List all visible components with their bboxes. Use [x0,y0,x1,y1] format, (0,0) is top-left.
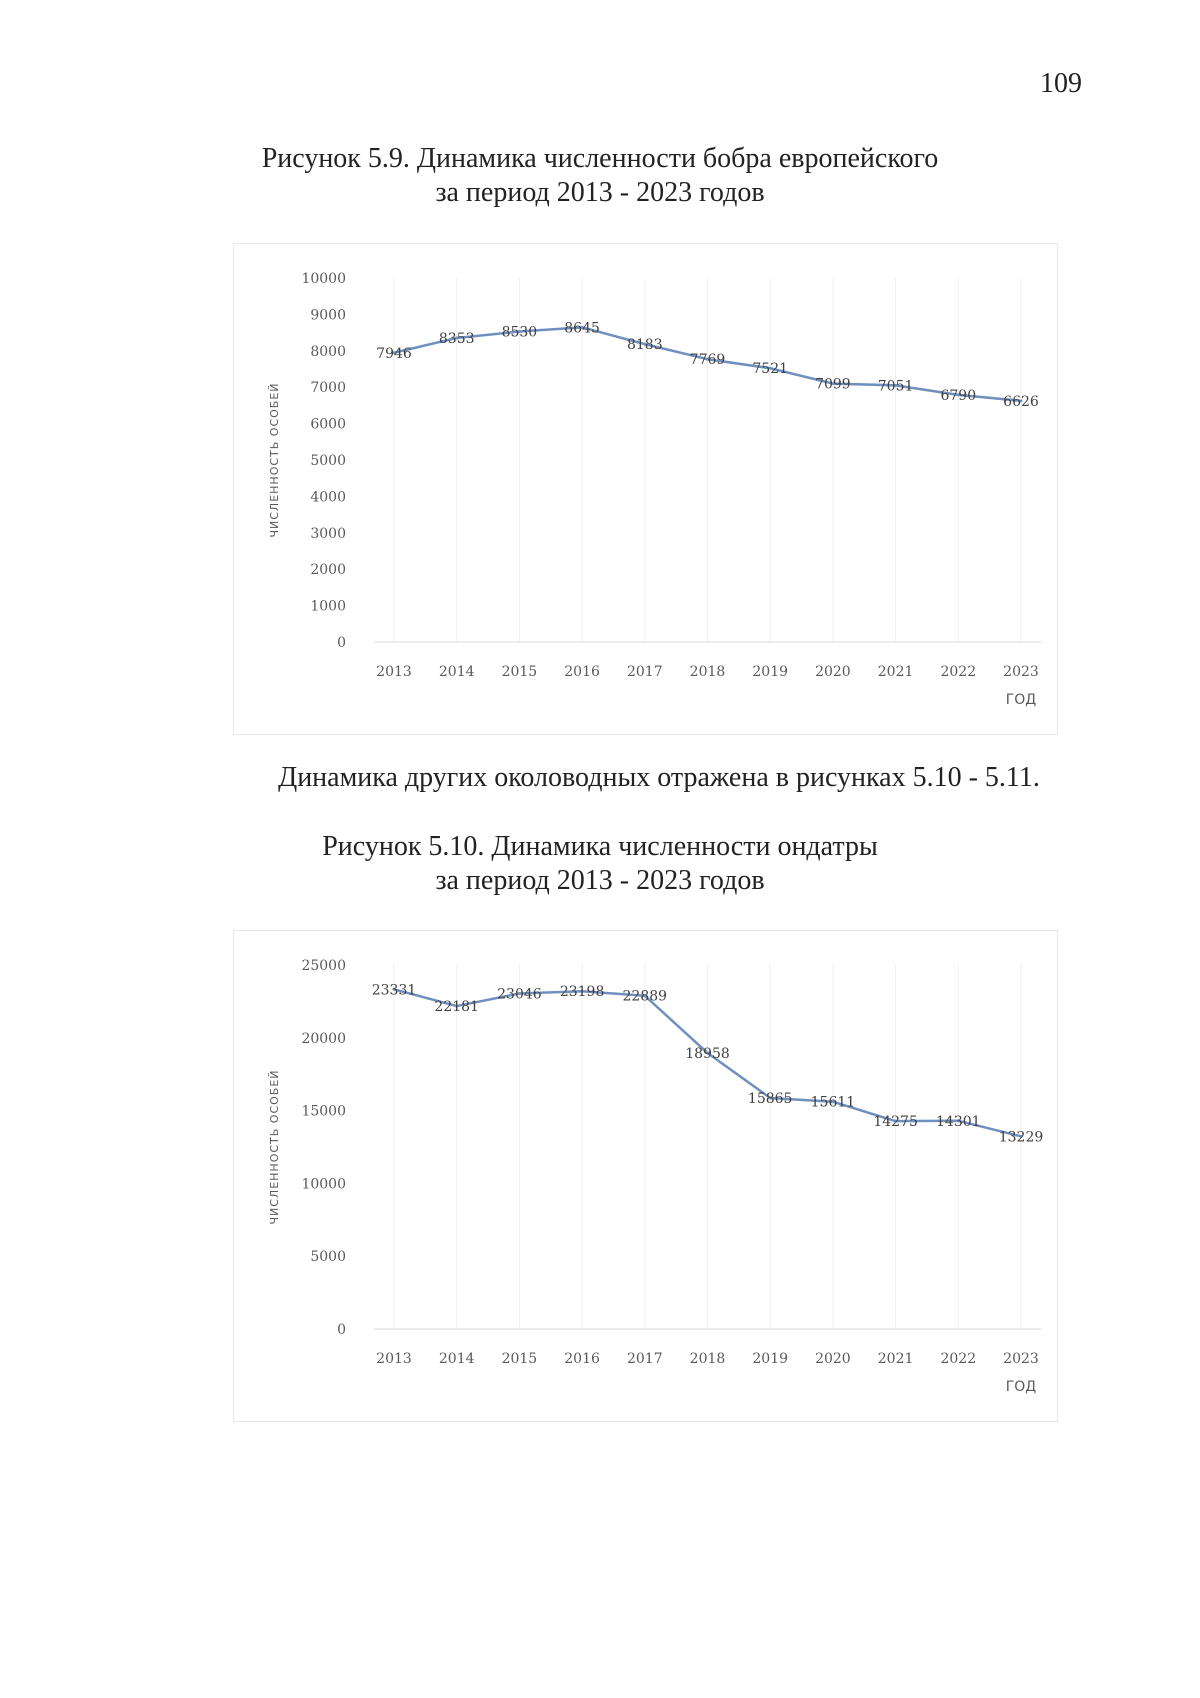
data-label: 15865 [747,1091,793,1108]
page-number: 109 [1040,68,1082,99]
data-label: 7099 [815,376,851,393]
x-axis-title: ГОД [1005,692,1037,708]
figure-5-10-caption-line1: Рисунок 5.10. Динамика численности ондатры [322,831,878,862]
data-label: 14301 [936,1113,981,1130]
y-tick-label: 3000 [310,525,346,542]
x-tick-label: 2014 [438,1351,475,1367]
x-tick-label: 2021 [877,1351,914,1367]
x-tick-label: 2020 [815,1351,851,1367]
data-label: 7769 [689,352,726,369]
paragraph-text: Динамика других околоводных отражена в рисунках 5.10 - 5.11. [278,762,1040,793]
data-label: 7521 [752,361,789,378]
beaver-population-chart [234,244,1057,734]
y-tick-label: 5000 [310,1249,346,1266]
x-tick-label: 2020 [815,664,851,680]
data-label: 23046 [497,986,542,1003]
x-tick-label: 2013 [376,664,412,680]
data-label: 6790 [940,387,977,404]
y-tick-label: 7000 [310,380,346,397]
x-tick-label: 2018 [689,664,726,680]
y-tick-label: 2000 [310,562,346,579]
y-tick-label: 5000 [310,453,346,469]
x-tick-label: 2015 [501,664,538,680]
y-tick-label: 10000 [301,271,346,287]
data-label: 23198 [559,984,605,1001]
data-label: 18958 [685,1045,730,1062]
x-tick-label: 2014 [438,664,475,680]
data-label: 8183 [626,337,663,354]
data-label: 7946 [376,345,412,362]
data-label: 13229 [998,1129,1044,1146]
data-label: 23331 [371,982,417,999]
y-tick-label: 8000 [310,343,346,360]
x-tick-label: 2021 [877,664,914,680]
x-tick-label: 2022 [940,664,977,680]
y-tick-label: 0 [337,635,346,651]
x-tick-label: 2023 [1003,664,1039,680]
y-tick-label: 9000 [310,307,346,324]
y-axis-title: ЧИСЛЕННОСТЬ ОСОБЕЙ [268,1069,281,1225]
data-label: 8530 [501,324,538,341]
x-tick-label: 2019 [752,664,789,680]
data-label: 22181 [434,999,479,1016]
y-tick-label: 4000 [310,489,346,506]
y-tick-label: 1000 [310,598,346,615]
figure-5-9-caption-line1: Рисунок 5.9. Динамика численности бобра европейского [261,143,939,174]
data-label: 7051 [877,378,914,395]
x-tick-label: 2017 [626,664,663,680]
y-tick-label: 10000 [301,1176,346,1193]
x-tick-label: 2017 [626,1351,663,1367]
data-label: 6626 [1003,393,1039,410]
data-label: 15611 [810,1094,856,1111]
x-tick-label: 2018 [689,1351,726,1367]
data-label: 8353 [438,330,475,347]
figure-5-10-caption-line2: за период 2013 - 2023 годов [435,865,765,896]
y-tick-label: 0 [337,1322,346,1338]
x-tick-label: 2022 [940,1351,977,1367]
y-tick-label: 6000 [310,416,346,433]
x-axis-title: ГОД [1005,1379,1037,1395]
figure-5-10-caption [0,830,1200,898]
data-label: 22889 [622,988,668,1005]
x-tick-label: 2023 [1003,1351,1039,1367]
x-tick-label: 2015 [501,1351,538,1367]
y-tick-label: 25000 [301,958,346,974]
figure-5-9-caption-line2: за период 2013 - 2023 годов [435,177,765,208]
x-tick-label: 2019 [752,1351,789,1367]
x-tick-label: 2013 [376,1351,412,1367]
data-label: 14275 [873,1114,918,1131]
x-tick-label: 2016 [564,1351,600,1367]
figure-5-9-caption [0,142,1200,210]
y-axis-title: ЧИСЛЕННОСТЬ ОСОБЕЙ [268,382,281,538]
y-tick-label: 20000 [301,1030,346,1047]
y-tick-label: 15000 [301,1103,346,1120]
beaver-chart-frame [233,243,1058,735]
muskrat-population-chart [234,931,1057,1421]
x-tick-label: 2016 [564,664,600,680]
muskrat-chart-frame [233,930,1058,1422]
data-label: 8645 [564,320,600,337]
